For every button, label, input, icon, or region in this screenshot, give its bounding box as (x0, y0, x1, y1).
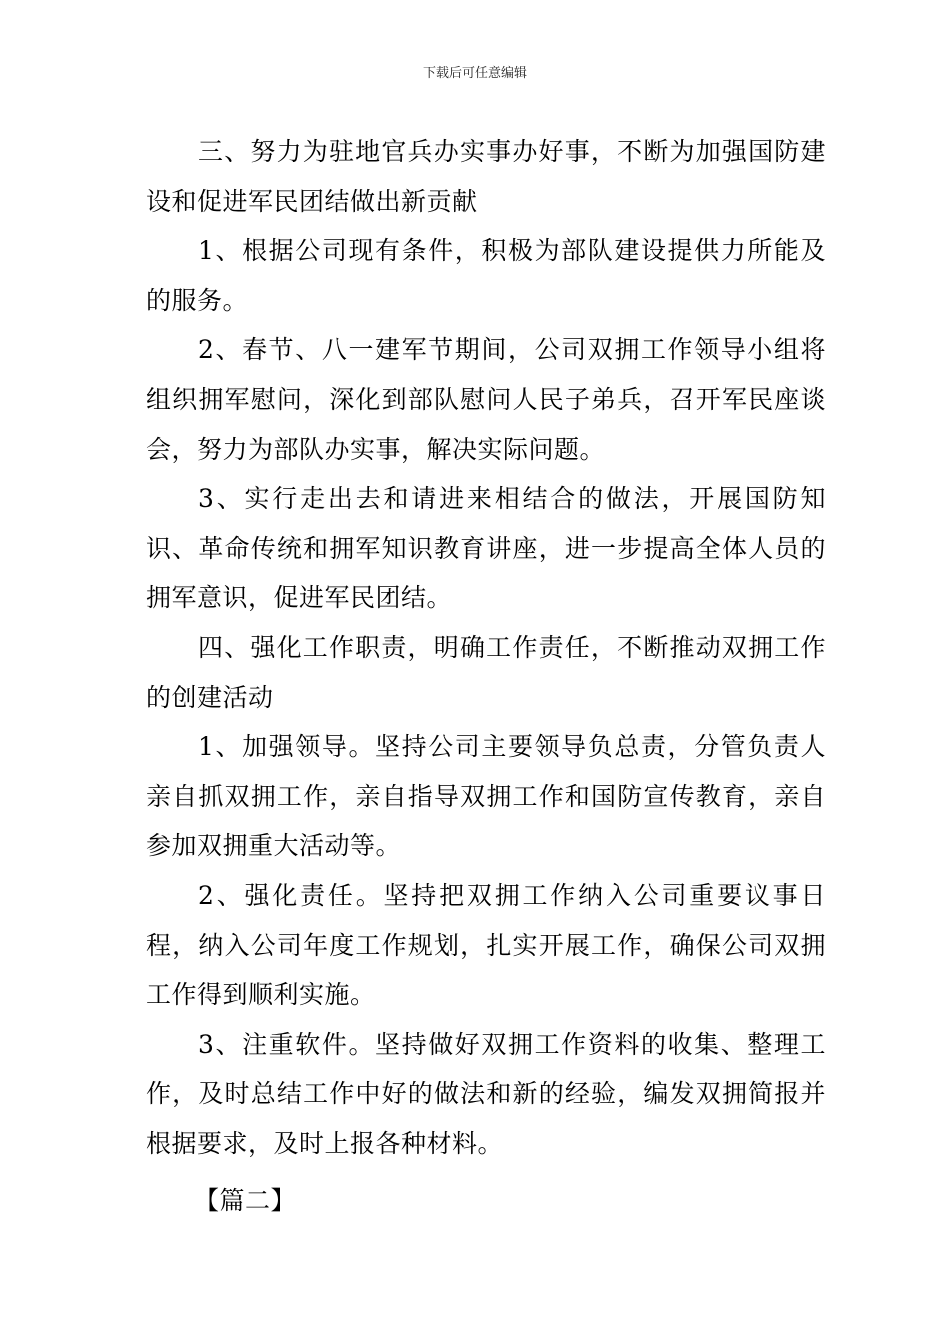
part-two-label: 【篇二】 (194, 1186, 297, 1216)
paragraph-item: 1、根据公司现有条件，积极为部队建设提供力所能及的服务。 (146, 236, 826, 315)
paragraph-item: 1、加强领导。坚持公司主要领导负总责，分管负责人亲自抓双拥工作，亲自指导双拥工作和国防宣传教育，亲自参加双拥重大活动等。 (146, 732, 826, 861)
page-header-note: 下载后可任意编辑 (422, 66, 527, 81)
section-heading-4: 四、强化工作职责，明确工作责任，不断推动双拥工作的创建活动 (146, 632, 826, 712)
paragraph-item: 2、春节、八一建军节期间，公司双拥工作领导小组将组织拥军慰问，深化到部队慰问人民子弟兵，召开军民座谈会，努力为部队办实事，解决实际问题。 (146, 335, 826, 464)
section-heading-3: 三、努力为驻地官兵办实事办好事，不断为加强国防建设和促进军民团结做出新贡献 (146, 137, 826, 216)
paragraph-item: 2、强化责任。坚持把双拥工作纳入公司重要议事日程，纳入公司年度工作规划，扎实开展工作，确保公司双拥工作得到顺利实施。 (146, 880, 826, 1010)
document-body (146, 127, 826, 1226)
paragraph-item: 3、实行走出去和请进来相结合的做法，开展国防知识、革命传统和拥军知识教育讲座，进一步提高全体人员的拥军意识，促进军民团结。 (146, 484, 826, 613)
paragraph-item: 3、注重软件。坚持做好双拥工作资料的收集、整理工作，及时总结工作中好的做法和新的经验，编发双拥简报并根据要求，及时上报各种材料。 (146, 1029, 826, 1158)
